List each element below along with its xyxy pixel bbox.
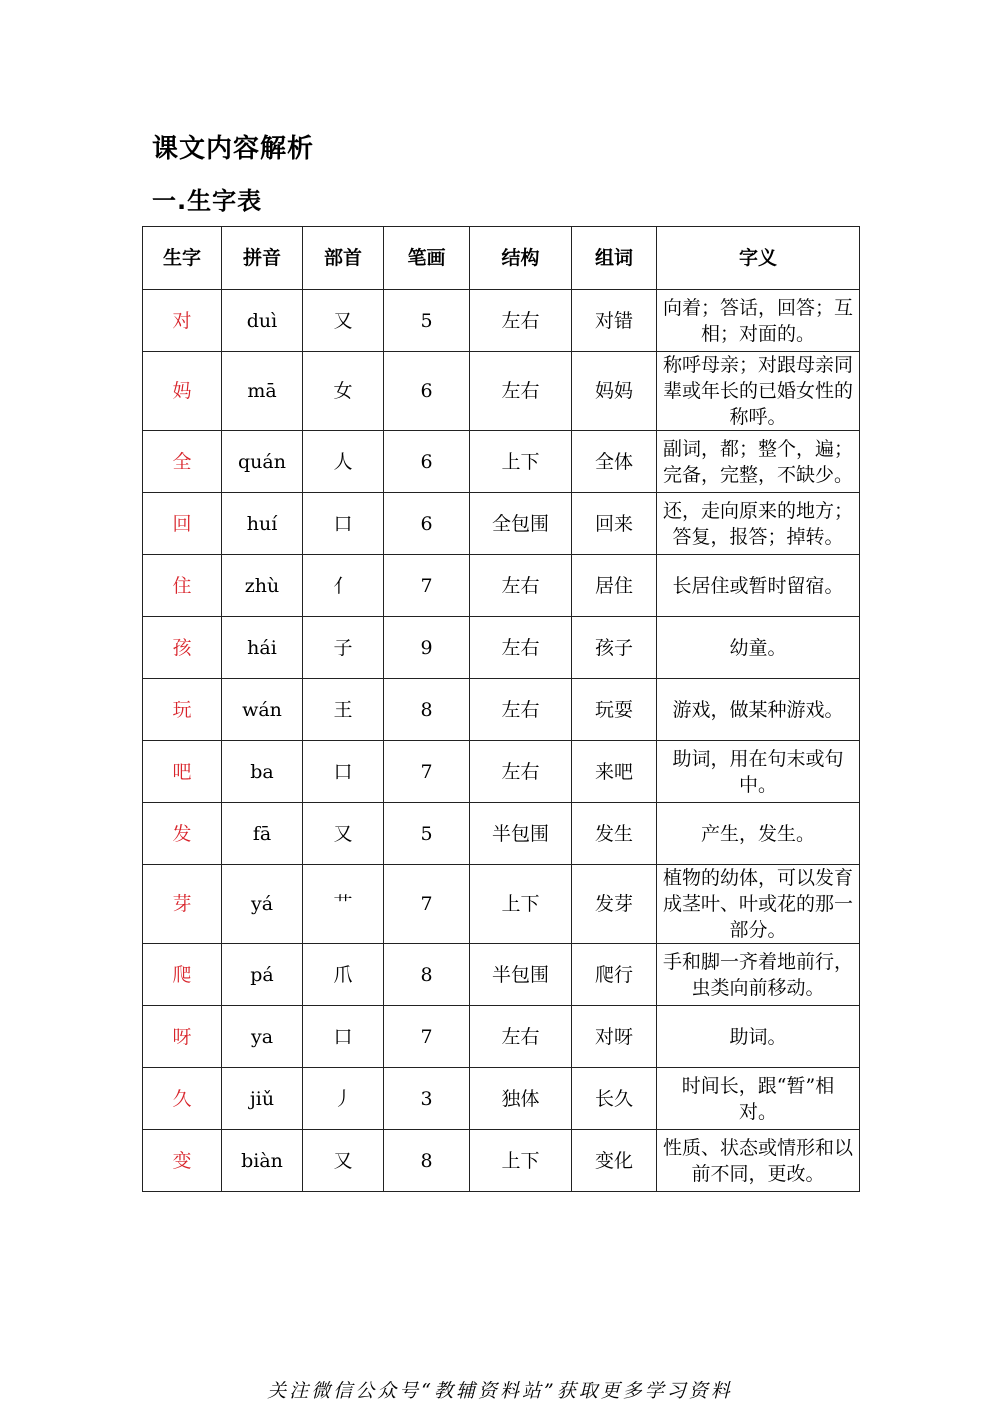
table-header-row — [143, 227, 860, 290]
table-row — [143, 352, 860, 431]
word-cell: 来吧 — [572, 741, 657, 803]
table-row — [143, 679, 860, 741]
structure-cell: 左右 — [470, 1006, 572, 1068]
strokes-cell: 5 — [384, 290, 470, 352]
pinyin-cell: jiǔ — [222, 1068, 303, 1130]
structure-cell: 上下 — [470, 1130, 572, 1192]
strokes-cell: 6 — [384, 431, 470, 493]
meaning-cell: 长居住或暂时留宿。 — [657, 555, 860, 617]
strokes-cell: 7 — [384, 865, 470, 944]
pinyin-cell: biàn — [222, 1130, 303, 1192]
table-row — [143, 1006, 860, 1068]
word-cell: 对呀 — [572, 1006, 657, 1068]
structure-cell: 上下 — [470, 865, 572, 944]
strokes-cell: 6 — [384, 493, 470, 555]
word-cell: 妈妈 — [572, 352, 657, 431]
strokes-cell: 5 — [384, 803, 470, 865]
radical-cell: 又 — [303, 1130, 384, 1192]
strokes-cell: 8 — [384, 679, 470, 741]
radical-cell: 爪 — [303, 944, 384, 1006]
meaning-cell: 幼童。 — [657, 617, 860, 679]
pinyin-cell: fā — [222, 803, 303, 865]
meaning-cell: 产生，发生。 — [657, 803, 860, 865]
header-radical: 部首 — [303, 227, 384, 290]
header-pinyin: 拼音 — [222, 227, 303, 290]
radical-cell: 子 — [303, 617, 384, 679]
structure-cell: 半包围 — [470, 803, 572, 865]
radical-cell: 亻 — [303, 555, 384, 617]
word-cell: 爬行 — [572, 944, 657, 1006]
word-cell: 长久 — [572, 1068, 657, 1130]
char-cell: 爬 — [143, 944, 222, 1006]
footer-note: 关注微信公众号“教辅资料站”获取更多学习资料 — [267, 1380, 733, 1402]
pinyin-cell: wán — [222, 679, 303, 741]
strokes-cell: 8 — [384, 944, 470, 1006]
structure-cell: 左右 — [470, 555, 572, 617]
pinyin-cell: ya — [222, 1006, 303, 1068]
pinyin-cell: zhù — [222, 555, 303, 617]
char-cell: 呀 — [143, 1006, 222, 1068]
radical-cell: 艹 — [303, 865, 384, 944]
meaning-cell: 性质、状态或情形和以前不同，更改。 — [657, 1130, 860, 1192]
vocabulary-table — [142, 226, 860, 1192]
table-row — [143, 741, 860, 803]
header-strokes: 笔画 — [384, 227, 470, 290]
pinyin-cell: hái — [222, 617, 303, 679]
table-row — [143, 493, 860, 555]
strokes-cell: 3 — [384, 1068, 470, 1130]
strokes-cell: 9 — [384, 617, 470, 679]
meaning-cell: 手和脚一齐着地前行，虫类向前移动。 — [657, 944, 860, 1006]
structure-cell: 全包围 — [470, 493, 572, 555]
radical-cell: 口 — [303, 1006, 384, 1068]
radical-cell: 女 — [303, 352, 384, 431]
header-word: 组词 — [572, 227, 657, 290]
header-structure: 结构 — [470, 227, 572, 290]
table-row — [143, 803, 860, 865]
table-row — [143, 555, 860, 617]
strokes-cell: 7 — [384, 555, 470, 617]
radical-cell: 口 — [303, 493, 384, 555]
char-cell: 孩 — [143, 617, 222, 679]
pinyin-cell: pá — [222, 944, 303, 1006]
char-cell: 芽 — [143, 865, 222, 944]
meaning-cell: 时间长，跟“暂”相对。 — [657, 1068, 860, 1130]
strokes-cell: 7 — [384, 1006, 470, 1068]
header-meaning: 字义 — [657, 227, 860, 290]
word-cell: 回来 — [572, 493, 657, 555]
char-cell: 发 — [143, 803, 222, 865]
meaning-cell: 游戏，做某种游戏。 — [657, 679, 860, 741]
radical-cell: 又 — [303, 803, 384, 865]
strokes-cell: 6 — [384, 352, 470, 431]
radical-cell: 王 — [303, 679, 384, 741]
header-char: 生字 — [143, 227, 222, 290]
structure-cell: 独体 — [470, 1068, 572, 1130]
meaning-cell: 助词。 — [657, 1006, 860, 1068]
radical-cell: 丿 — [303, 1068, 384, 1130]
pinyin-cell: yá — [222, 865, 303, 944]
word-cell: 玩耍 — [572, 679, 657, 741]
pinyin-cell: quán — [222, 431, 303, 493]
structure-cell: 左右 — [470, 352, 572, 431]
structure-cell: 左右 — [470, 679, 572, 741]
page-title: 课文内容解析 — [152, 134, 315, 164]
meaning-cell: 副词，都；整个，遍；完备，完整，不缺少。 — [657, 431, 860, 493]
radical-cell: 口 — [303, 741, 384, 803]
table-row — [143, 944, 860, 1006]
char-cell: 变 — [143, 1130, 222, 1192]
char-cell: 妈 — [143, 352, 222, 431]
char-cell: 全 — [143, 431, 222, 493]
structure-cell: 左右 — [470, 617, 572, 679]
char-cell: 住 — [143, 555, 222, 617]
meaning-cell: 植物的幼体，可以发育成茎叶、叶或花的那一部分。 — [657, 865, 860, 944]
pinyin-cell: duì — [222, 290, 303, 352]
structure-cell: 左右 — [470, 290, 572, 352]
meaning-cell: 助词，用在句末或句中。 — [657, 741, 860, 803]
table-row — [143, 290, 860, 352]
structure-cell: 上下 — [470, 431, 572, 493]
pinyin-cell: mā — [222, 352, 303, 431]
char-cell: 吧 — [143, 741, 222, 803]
radical-cell: 人 — [303, 431, 384, 493]
word-cell: 发生 — [572, 803, 657, 865]
meaning-cell: 向着；答话，回答；互相；对面的。 — [657, 290, 860, 352]
char-cell: 对 — [143, 290, 222, 352]
table-row — [143, 865, 860, 944]
strokes-cell: 8 — [384, 1130, 470, 1192]
pinyin-cell: huí — [222, 493, 303, 555]
word-cell: 发芽 — [572, 865, 657, 944]
word-cell: 孩子 — [572, 617, 657, 679]
meaning-cell: 还，走向原来的地方；答复，报答；掉转。 — [657, 493, 860, 555]
pinyin-cell: ba — [222, 741, 303, 803]
radical-cell: 又 — [303, 290, 384, 352]
char-cell: 回 — [143, 493, 222, 555]
char-cell: 久 — [143, 1068, 222, 1130]
word-cell: 对错 — [572, 290, 657, 352]
word-cell: 全体 — [572, 431, 657, 493]
table-row — [143, 617, 860, 679]
char-cell: 玩 — [143, 679, 222, 741]
section-title: 一.生字表 — [152, 187, 263, 215]
structure-cell: 左右 — [470, 741, 572, 803]
word-cell: 居住 — [572, 555, 657, 617]
word-cell: 变化 — [572, 1130, 657, 1192]
table-row — [143, 431, 860, 493]
meaning-cell: 称呼母亲；对跟母亲同辈或年长的已婚女性的称呼。 — [657, 352, 860, 431]
strokes-cell: 7 — [384, 741, 470, 803]
structure-cell: 半包围 — [470, 944, 572, 1006]
table-row — [143, 1130, 860, 1192]
table-row — [143, 1068, 860, 1130]
